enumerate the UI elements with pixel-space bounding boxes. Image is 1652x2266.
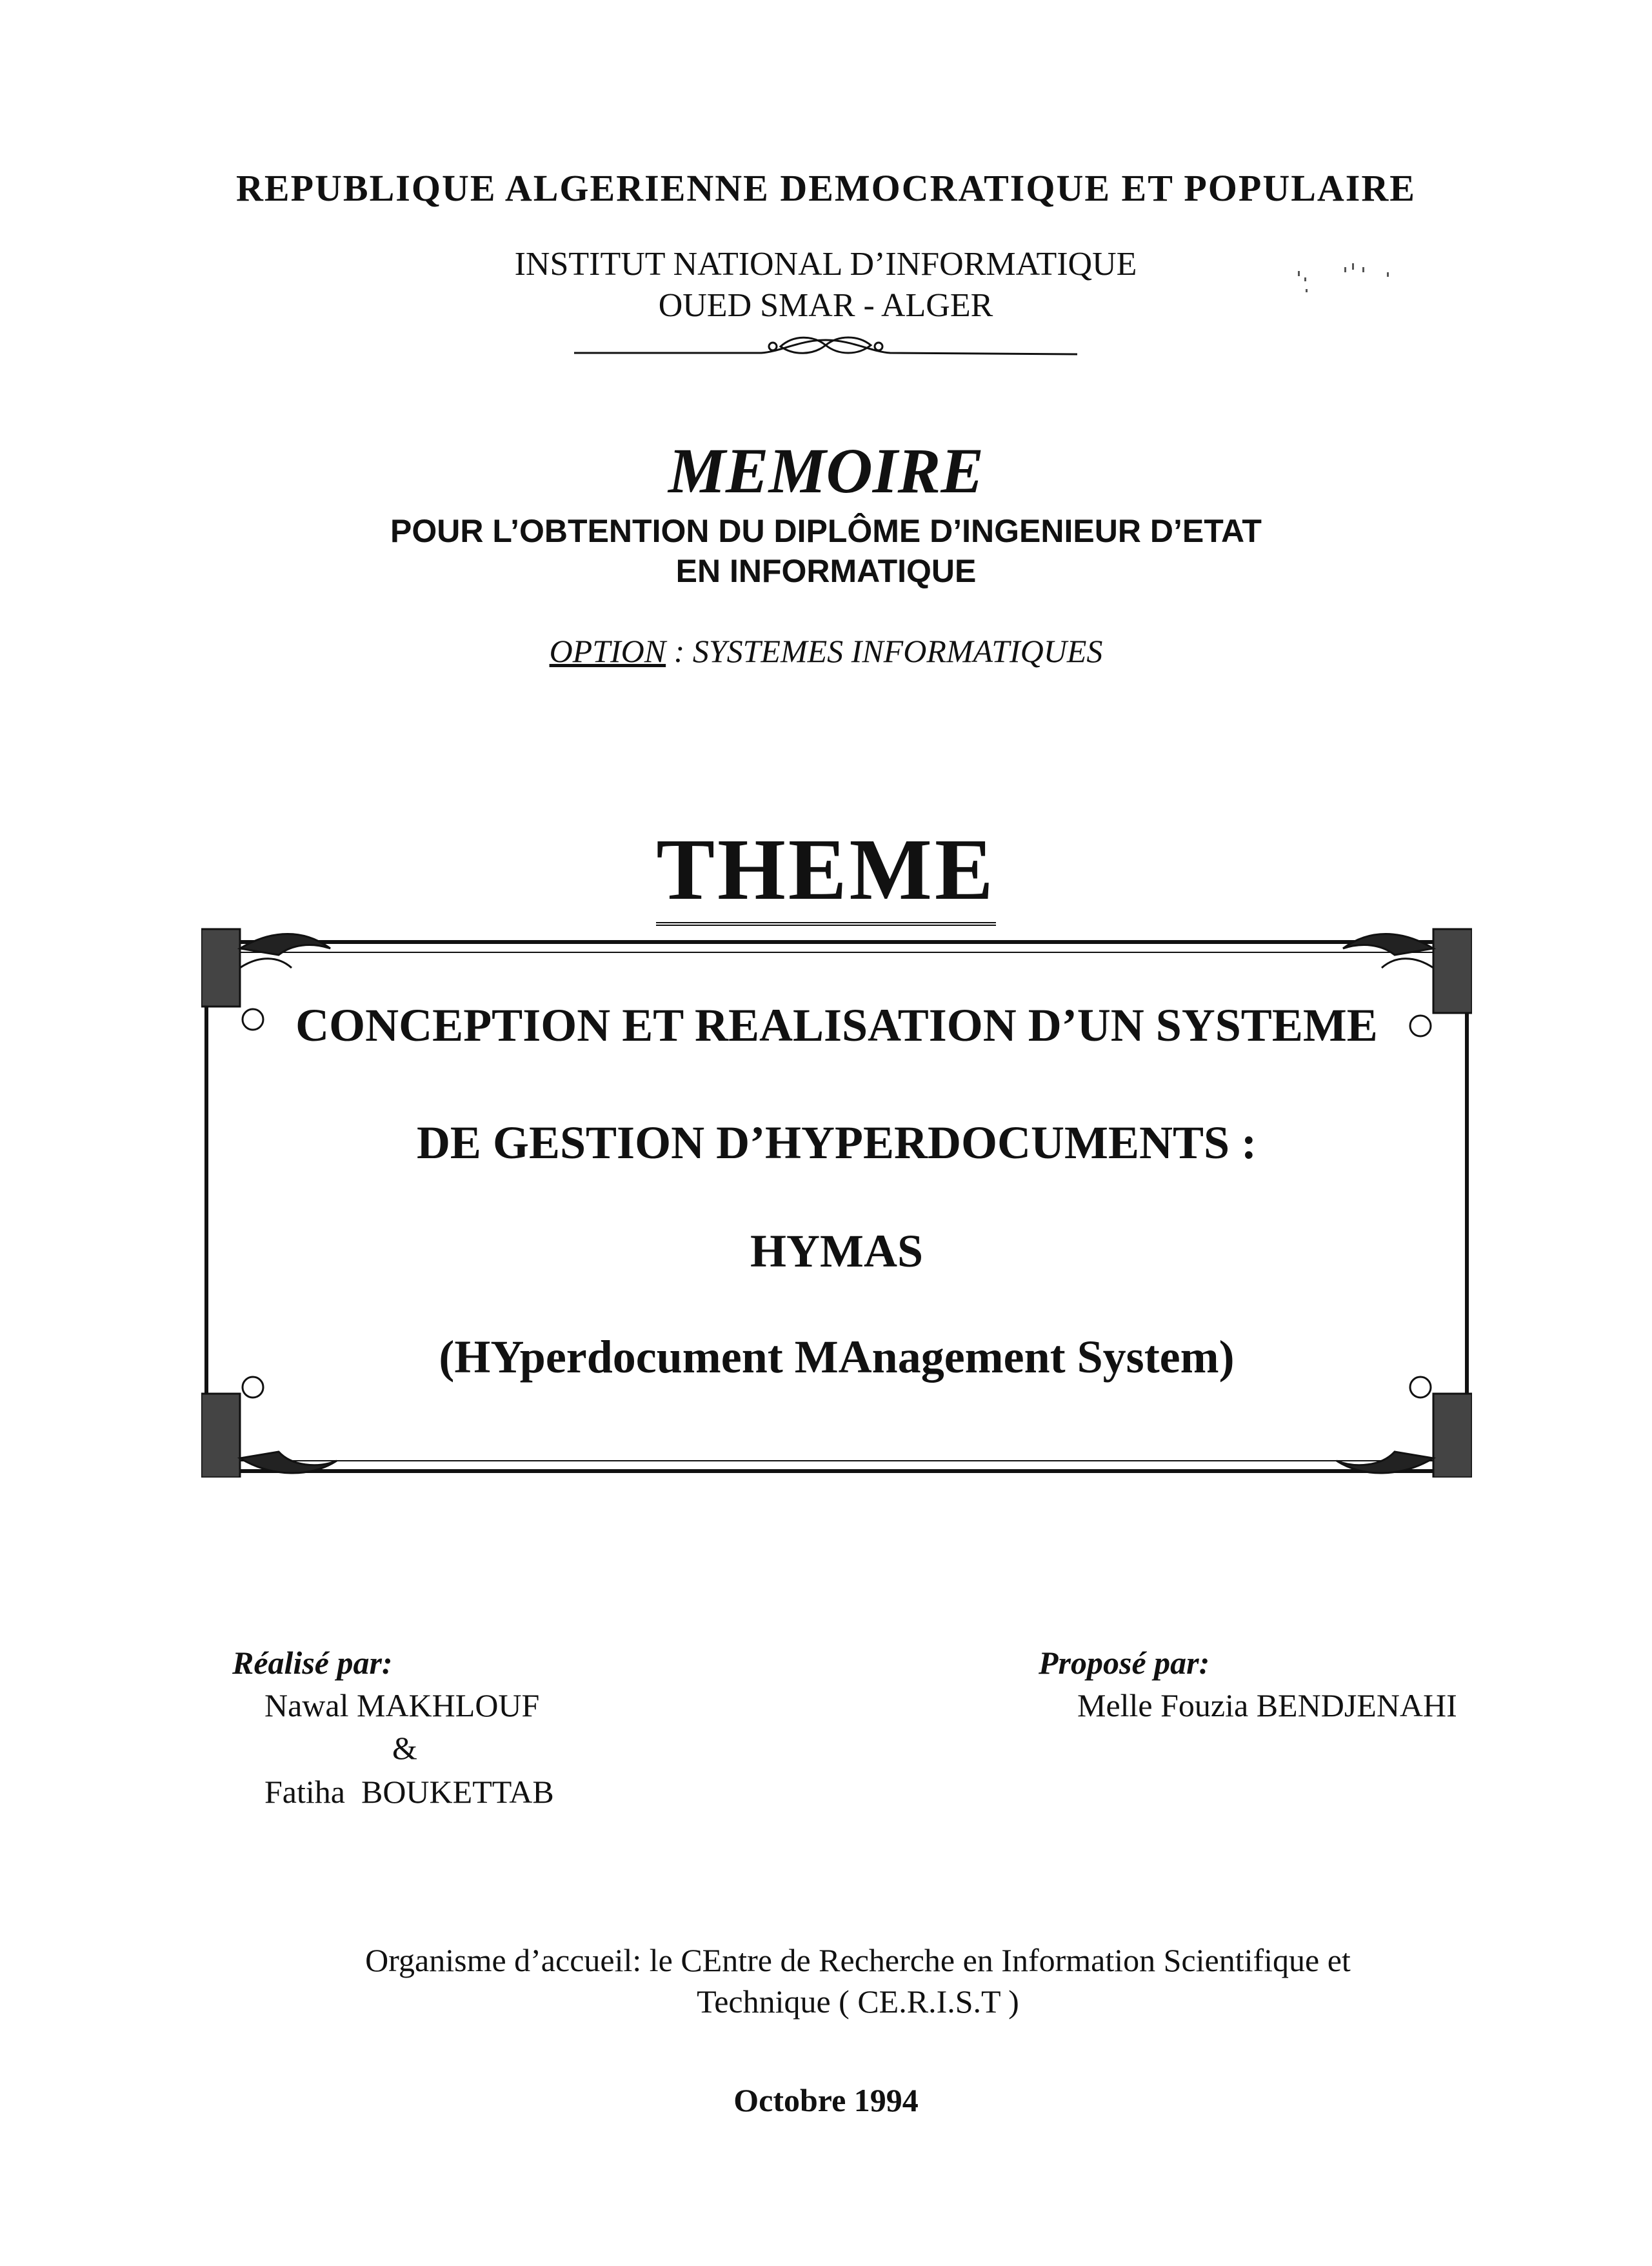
scan-specks [1290,258,1432,310]
author-2: Fatiha BOUKETTAB [264,1774,554,1810]
host-organization [245,1940,1471,2022]
propose-label: Proposé par: [1039,1645,1210,1681]
option-value: SYSTEMES INFORMATIQUES [692,633,1103,669]
supervisor-name: Melle Fouzia BENDJENAHI [1077,1687,1457,1723]
ornament-divider-icon [568,326,1084,365]
option-line [0,632,1652,670]
author-ampersand: & [392,1730,417,1766]
diploma-description [0,511,1652,591]
diploma-line-1: POUR L’OBTENTION DU DIPLÔME D’INGENIEUR D’ETAT [390,513,1262,549]
diploma-line-2: EN INFORMATIQUE [675,553,977,589]
institute-name: INSTITUT NATIONAL D’INFORMATIQUE [514,246,1137,283]
institute-block [361,244,1290,326]
realise-label: Réalisé par: [232,1645,393,1681]
option-label: OPTION [549,633,666,669]
theme-title-line-1: CONCEPTION ET REALISATION D’UN SYSTEME [295,999,1378,1051]
theme-heading [0,819,1652,920]
author-1: Nawal MAKHLOUF [264,1687,540,1723]
option-separator: : [666,633,693,669]
theme-title-line-2: DE GESTION D’HYPERDOCUMENTS : [416,1117,1257,1168]
theme-title-line-4: (HYperdocument MAnagement System) [439,1331,1235,1383]
memoire-title: MEMOIRE [668,435,984,506]
institute-location: OUED SMAR - ALGER [658,287,993,324]
host-line-2: Technique ( CE.R.I.S.T ) [697,1983,1019,2020]
host-line-1: Organisme d’accueil: le CEntre de Recherche en Information Scientifique et [365,1942,1351,1978]
republic-heading: REPUBLIQUE ALGERIENNE DEMOCRATIQUE ET POPULAIRE [236,167,1416,209]
document-date: Octobre 1994 [733,2082,919,2118]
theme-title-line-3: HYMAS [750,1225,923,1277]
theme-title-box [201,923,1472,1478]
theme-heading-text: THEME [656,821,995,926]
